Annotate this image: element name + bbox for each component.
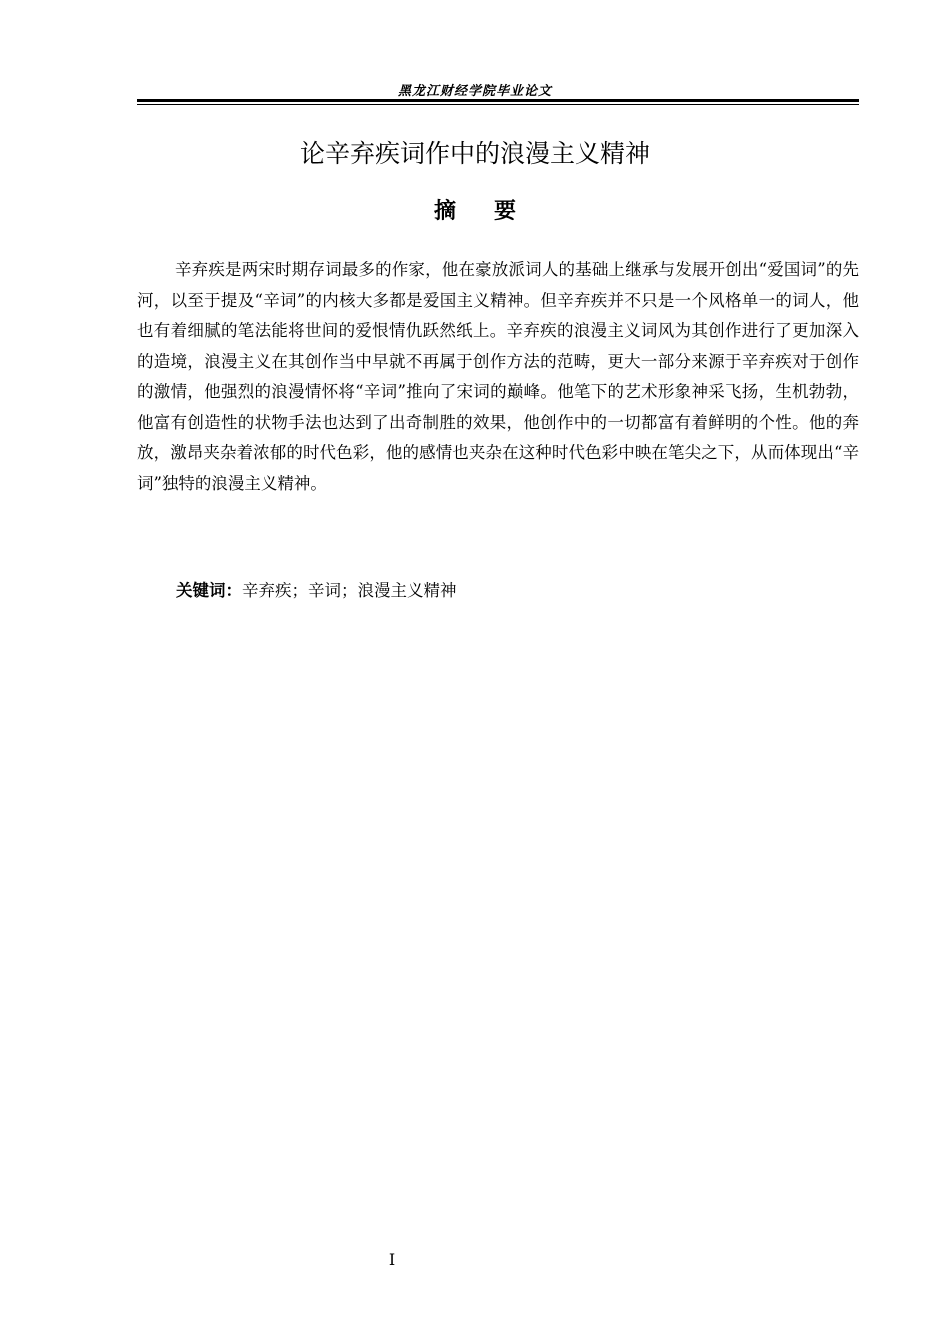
paper-title: 论辛弃疾词作中的浪漫主义精神 — [299, 139, 650, 168]
running-header: 黑龙江财经学院毕业论文 — [397, 84, 552, 99]
abstract-heading: 摘要 — [433, 199, 554, 224]
keywords-line — [176, 576, 457, 606]
keywords-value: 辛弃疾；辛词；浪漫主义精神 — [242, 581, 457, 600]
page-number: I — [388, 1250, 396, 1269]
header-rule-thick — [137, 99, 859, 102]
header-rule-thin — [137, 104, 859, 105]
abstract-body: 辛弃疾是两宋时期存词最多的作家，他在豪放派词人的基础上继承与发展开创出“爱国词”的先河，以至于提及“辛词”的内核大多都是爱国主义精神。但辛弃疾并不只是一个风格单一的词人，他也有着细腻的笔法能将世间的爱恨情仇跃然纸上。辛弃疾的浪漫主义词风为其创作进行了更加深入的造境，浪漫主义在其创作当中早就不再属于创作方法的范畴，更大一部分来源于辛弃疾对于创作的激情，他强烈的浪漫情怀将“辛词”推向了宋词的巅峰。他笔下的艺术形象神采飞扬，生机勃勃，他富有创造性的状物手法也达到了出奇制胜的效果，他创作中的一切都富有着鲜明的个性。他的奔放，激昂夹杂着浓郁的时代色彩，他的感情也夹杂在这种时代色彩中映在笔尖之下，从而体现出“辛词”独特的浪漫主义精神。 — [137, 260, 859, 493]
keywords-label: 关键词： — [176, 581, 242, 600]
